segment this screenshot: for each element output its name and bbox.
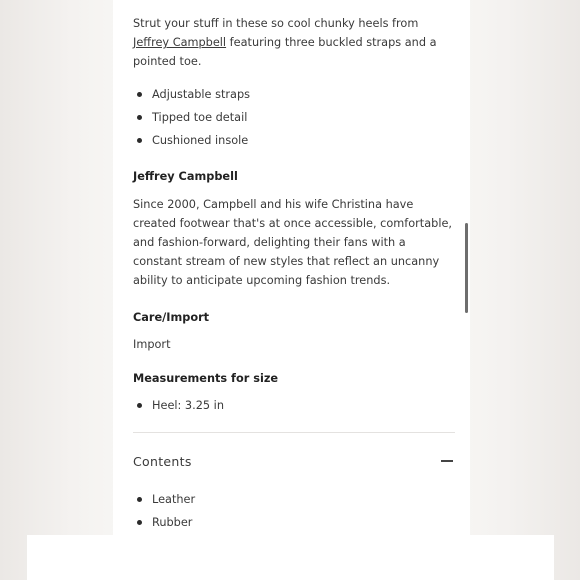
scrollbar-thumb[interactable] [465,223,468,313]
contents-title: Contents [133,453,192,469]
contents-list [133,488,455,534]
list-item: Tipped toe detail [133,106,455,129]
section-divider [133,432,455,433]
list-item: Leather [133,488,455,511]
list-item: Heel: 3.25 in [133,394,455,417]
care-heading: Care/Import [133,311,210,324]
measurements-list [133,394,455,417]
product-details-panel [113,0,470,580]
background-left [0,0,120,580]
product-description [133,14,455,71]
minus-icon[interactable] [441,460,453,461]
brand-link[interactable]: Jeffrey Campbell [133,36,227,49]
product-details-content [133,14,455,534]
feature-list [133,83,455,152]
brand-description: Since 2000, Campbell and his wife Christina have created footwear that's at once accessible, comfortable, and fashion-forward, delighting their fans with a constant stream of new styles that reflect an uncanny ability to anticipate upcoming fashion trends. [133,198,452,287]
measurements-heading: Measurements for size [133,372,279,385]
list-item: Rubber [133,511,455,534]
description-text-end: featuring three buckled straps and a pointed toe. [133,36,437,68]
list-item: Cushioned insole [133,129,455,152]
care-value: Import [133,338,171,351]
list-item: Adjustable straps [133,83,455,106]
background-right [455,0,580,580]
contents-accordion-header[interactable] [133,452,455,470]
bottom-overlay [27,535,554,580]
description-text-start: Strut your stuff in these so cool chunky heels from [133,17,419,30]
brand-heading: Jeffrey Campbell [133,170,238,183]
